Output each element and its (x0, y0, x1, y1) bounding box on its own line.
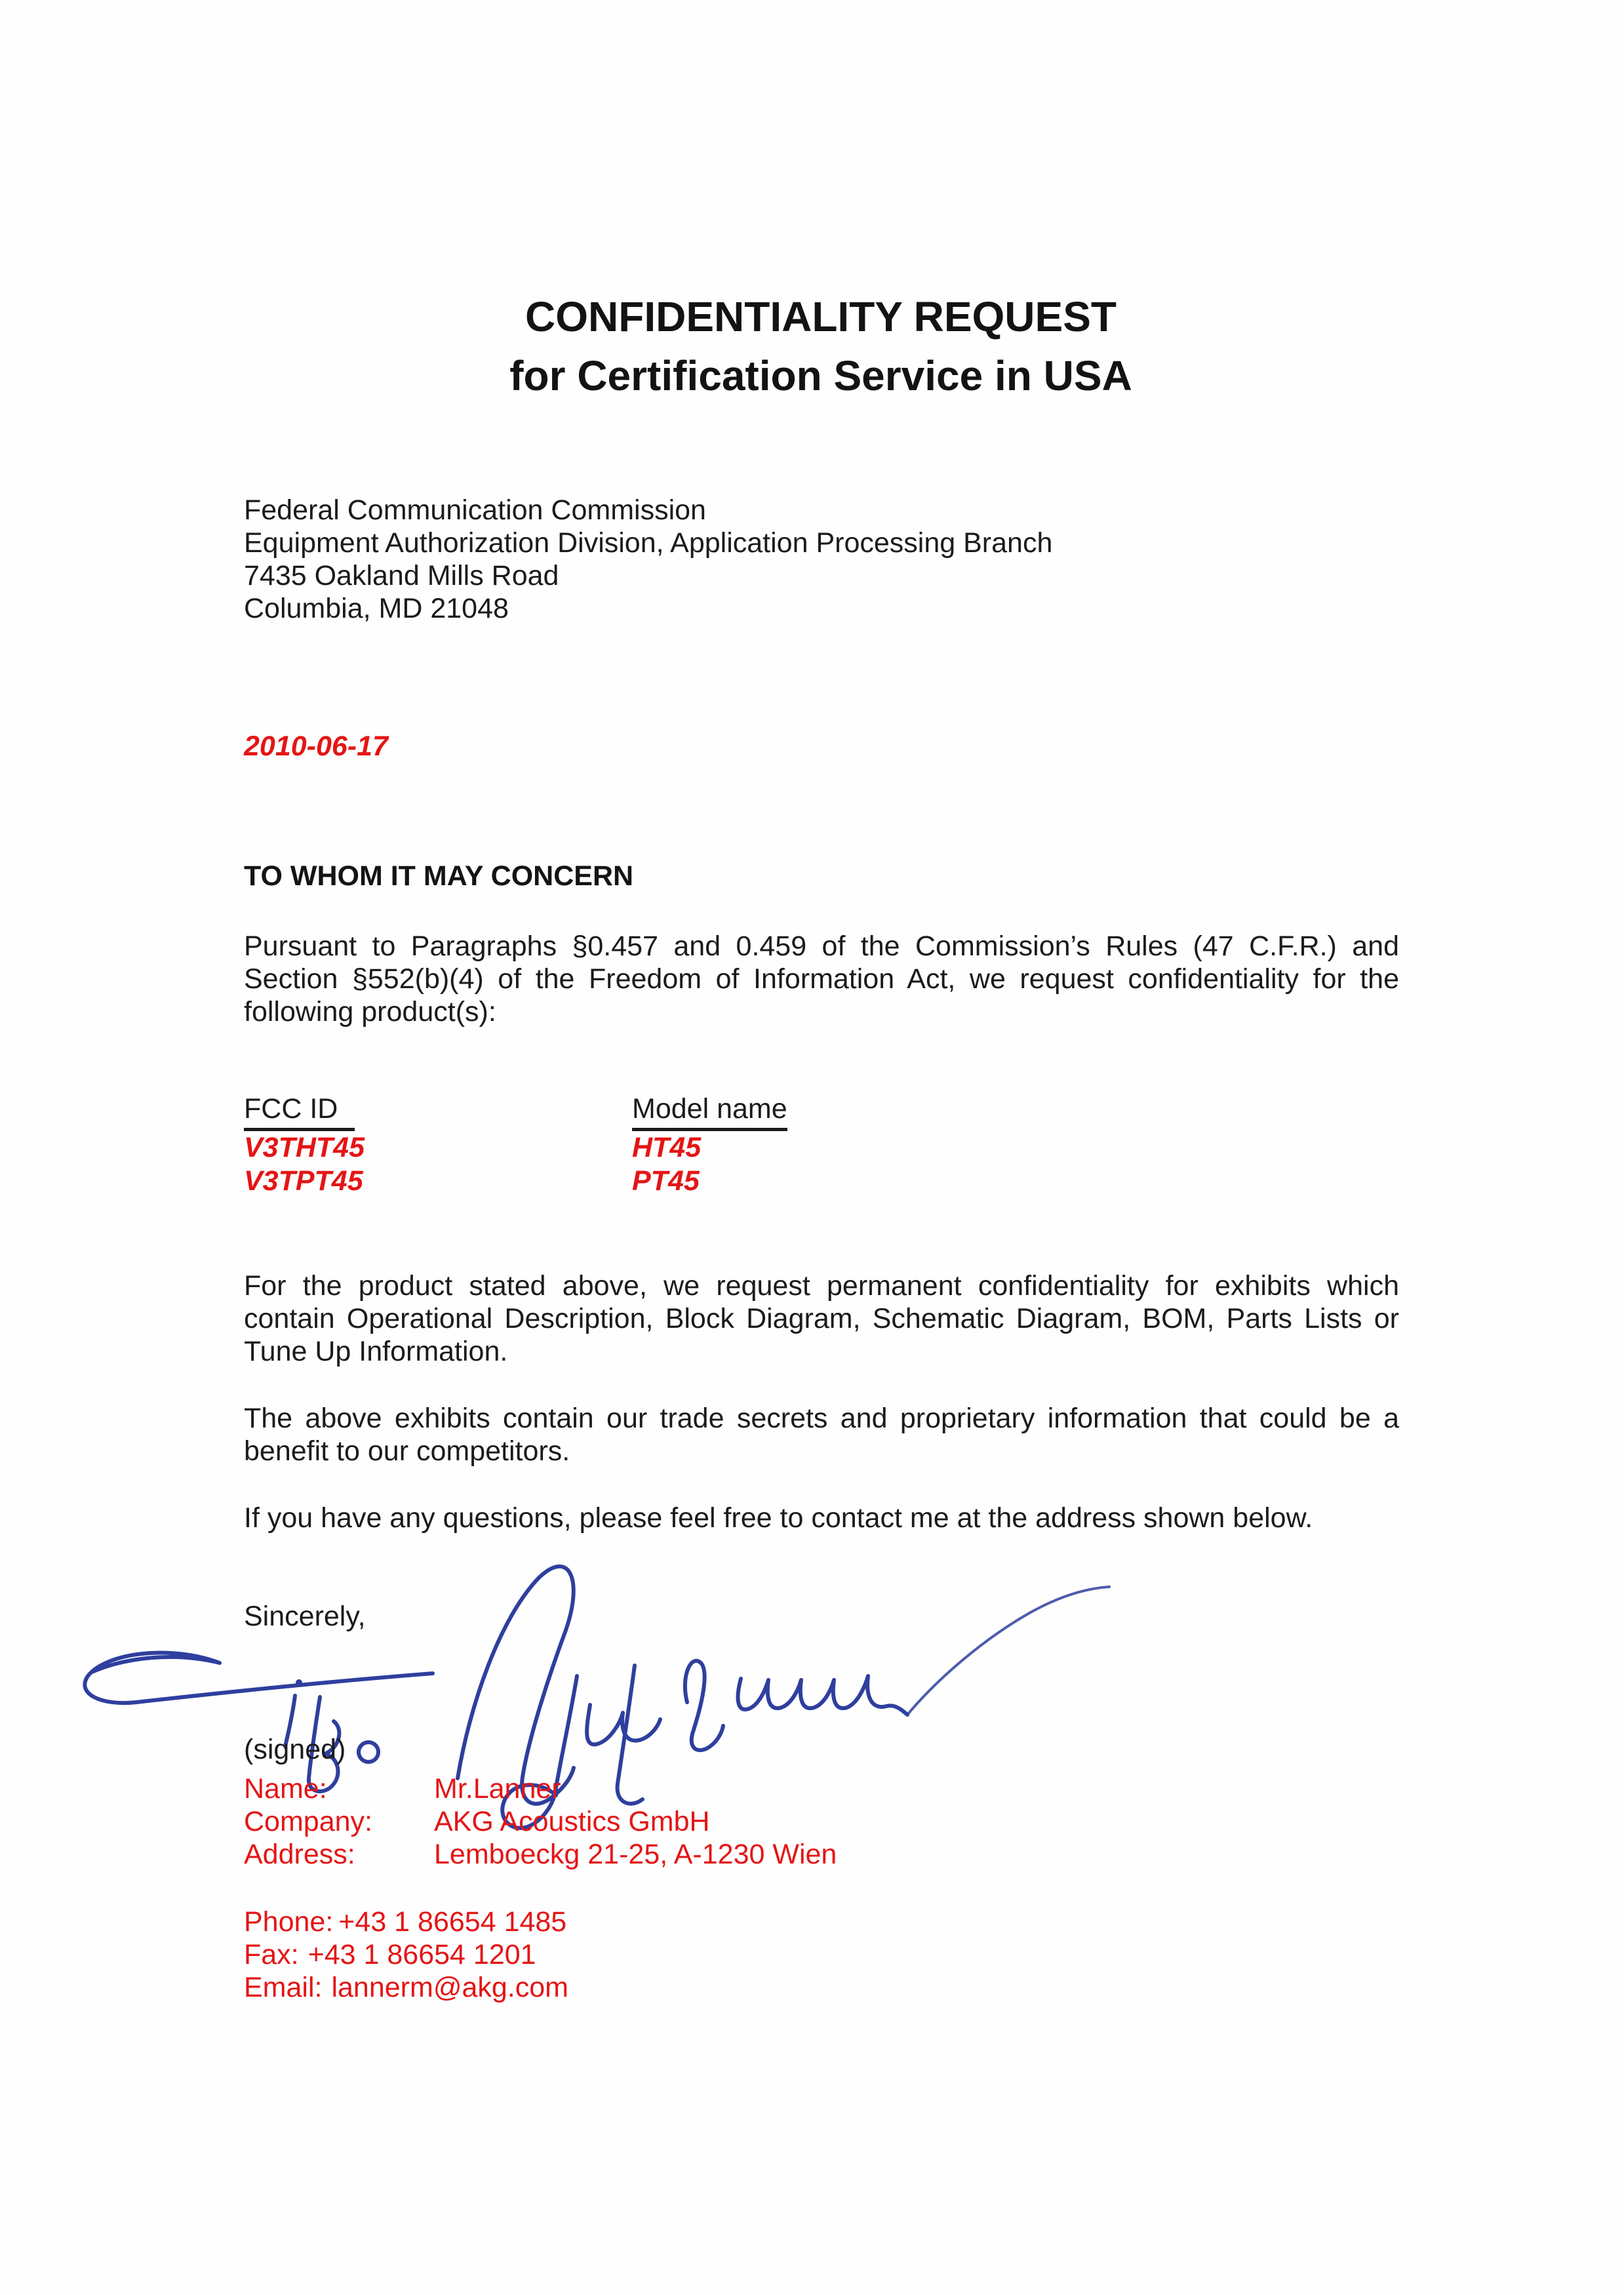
email-value: lannerm@akg.com (331, 1972, 568, 2003)
recipient-line: Columbia, MD 21048 (244, 593, 509, 624)
phone-row (244, 1906, 1398, 1938)
name-label: Name: (244, 1773, 327, 1805)
signature-stroke (359, 1742, 378, 1762)
column-header-fcc-id: FCC ID (244, 1092, 632, 1131)
document-title (244, 287, 1398, 405)
signatory-company: AKG Acoustics GmbH (434, 1806, 710, 1837)
signed-note: (signed) (244, 1734, 346, 1765)
paragraph-contact: If you have any questions, please feel free to contact me at the address shown below. (244, 1502, 1313, 1534)
recipient-line: 7435 Oakland Mills Road (244, 560, 559, 591)
recipient-address-block (244, 494, 1398, 625)
products-table-header (244, 1092, 1398, 1131)
signatory-address: Lemboeckg 21-25, A-1230 Wien (434, 1839, 837, 1870)
company-label: Company: (244, 1806, 372, 1837)
product-row (244, 1131, 1398, 1164)
signature-stroke (296, 1679, 302, 1686)
product-model: PT45 (632, 1165, 700, 1197)
signatory-company-row (244, 1805, 1398, 1838)
paragraph-request: For the product stated above, we request permanent confidentiality for exhibits which contain Operational Description, Block Diagram, Schematic Diagram, BOM, Parts Lists or Tune Up Information. (244, 1270, 1399, 1367)
signature-stroke (738, 1676, 907, 1715)
product-model: HT45 (632, 1132, 702, 1163)
document-title-line1: CONFIDENTIALITY REQUEST (525, 293, 1117, 340)
signatory-block (244, 1772, 1398, 1871)
signature-stroke (685, 1661, 723, 1750)
column-header-model-name: Model name (632, 1092, 787, 1131)
phone-value: +43 1 86654 1485 (338, 1906, 567, 1938)
product-fcc-id: V3THT45 (244, 1132, 365, 1163)
paragraph-intro: Pursuant to Paragraphs §0.457 and 0.459 of the Commission’s Rules (47 C.F.R.) and Section §552(b)(4) of the Freedom of Information Act, we request confidentiality for the following product(s): (244, 930, 1399, 1028)
document-title-line2: for Certification Service in USA (509, 352, 1132, 399)
contact-info-block (244, 1906, 1398, 2004)
signature-stroke (907, 1587, 1109, 1715)
salutation: TO WHOM IT MAY CONCERN (244, 860, 634, 892)
signatory-address-row (244, 1838, 1398, 1871)
product-fcc-id: V3TPT45 (244, 1165, 363, 1197)
signature-stroke (85, 1653, 433, 1704)
email-row (244, 1971, 1398, 2004)
signatory-name-row (244, 1772, 1398, 1805)
signatory-name: Mr.Lanner (434, 1773, 561, 1805)
fax-value: +43 1 86654 1201 (307, 1939, 536, 1970)
paragraph-trade-secrets: The above exhibits contain our trade secrets and proprietary information that could be a benefit to our competitors. (244, 1403, 1399, 1467)
product-row (244, 1165, 1398, 1197)
phone-label: Phone: (244, 1906, 334, 1938)
email-label: Email: (244, 1972, 323, 2003)
address-label: Address: (244, 1839, 355, 1870)
signature-stroke (458, 1567, 574, 1804)
recipient-line: Federal Communication Commission (244, 494, 706, 526)
letter-date: 2010-06-17 (244, 730, 388, 762)
recipient-line: Equipment Authorization Division, Application Processing Branch (244, 527, 1053, 559)
fax-row (244, 1938, 1398, 1971)
fax-label: Fax: (244, 1939, 299, 1970)
closing-sincerely: Sincerely, (244, 1601, 366, 1632)
